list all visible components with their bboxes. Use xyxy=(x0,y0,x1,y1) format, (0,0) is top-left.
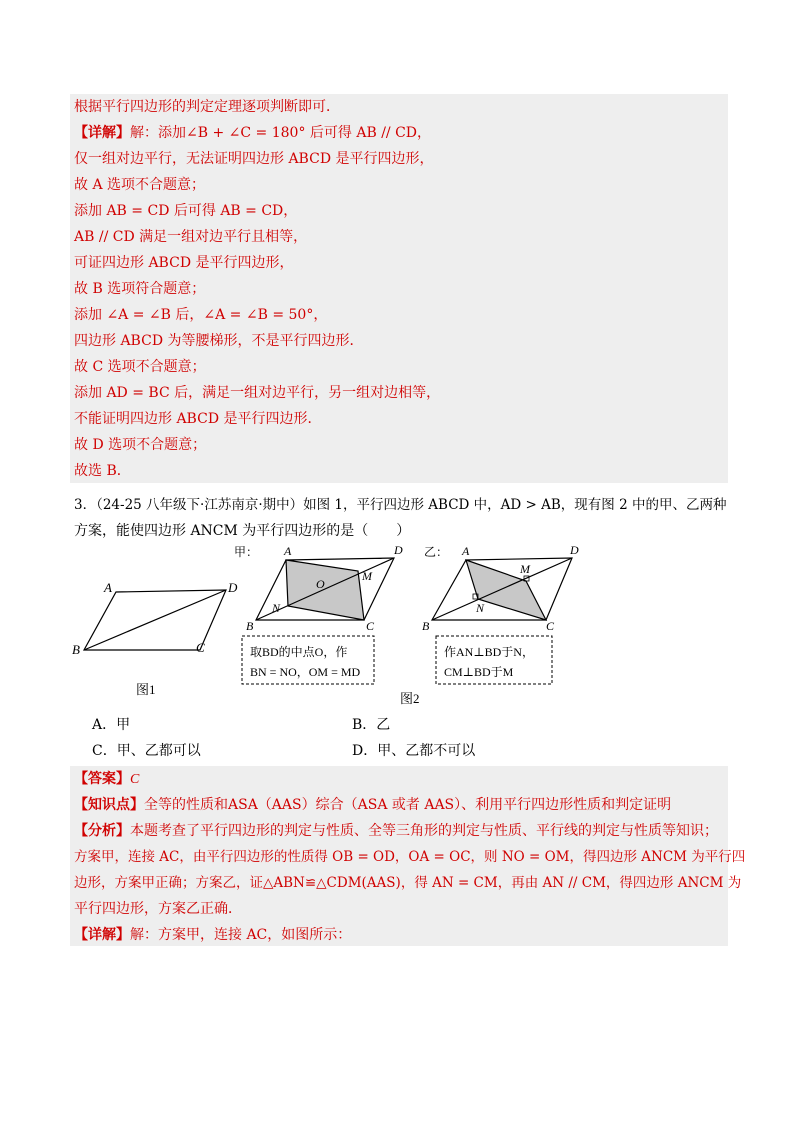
text-line: 不能证明四边形 ABCD 是平行四边形． xyxy=(74,411,322,427)
analysis-line-2: 方案甲，连接 AC，由平行四边形的性质得 OB = OD，OA = OC，则 NO = OM，得四边形 ANCM 为平行四 xyxy=(74,849,746,865)
yi-box-line-1: 作AN⊥BD于N， xyxy=(444,645,534,659)
jia-label-C: C xyxy=(366,619,375,633)
detail-text-2: 解：方案甲，连接 AC，如图所示： xyxy=(130,927,352,943)
yi-label-D: D xyxy=(570,543,579,557)
yi-label: 乙： xyxy=(424,545,449,559)
jia-label-N: N xyxy=(272,601,281,615)
text-line: 故 A 选项不合题意； xyxy=(74,177,206,193)
analysis-tag: 【分析】 xyxy=(74,823,130,839)
fig1-label-D: D xyxy=(228,580,238,595)
answer-value: C xyxy=(130,772,140,787)
fig1-label-A: A xyxy=(104,580,112,595)
jia-label-D: D xyxy=(394,543,403,557)
fig1-label-B: B xyxy=(72,642,80,657)
text-line: 故选 B． xyxy=(74,463,131,479)
detail-line xyxy=(74,124,431,142)
answer-line xyxy=(74,770,139,789)
text-line: AB // CD 满足一组对边平行且相等， xyxy=(74,229,308,245)
text-line: 四边形 ABCD 为等腰梯形，不是平行四边形． xyxy=(74,333,364,349)
jia-label-A: A xyxy=(284,544,292,558)
detail-text: 解：添加∠B + ∠C = 180° 后可得 AB // CD， xyxy=(130,125,432,141)
text-line: 添加 AB = CD 后可得 AB = CD， xyxy=(74,203,298,219)
jia-label-M: M xyxy=(362,569,372,583)
detail-line-2 xyxy=(74,926,351,944)
option-c: C．甲、乙都可以 xyxy=(92,743,201,759)
text-line: 故 B 选项符合题意； xyxy=(74,281,206,297)
analysis-text: 本题考查了平行四边形的判定与性质、全等三角形的判定与性质、平行线的判定与性质等知识； xyxy=(130,823,718,839)
jia-label: 甲： xyxy=(234,545,259,559)
option-a: A．甲 xyxy=(92,717,131,733)
text-line: 根据平行四边形的判定定理逐项判断即可． xyxy=(74,99,340,115)
option-b: B．乙 xyxy=(352,717,391,733)
question-line-2: 方案，能使四边形 ANCM 为平行四边形的是（ ） xyxy=(74,523,411,539)
detail-tag: 【详解】 xyxy=(74,125,130,141)
jia-box-line-2: BN = NO，OM = MD xyxy=(250,665,361,679)
jia-label-B: B xyxy=(246,619,254,633)
detail-tag-2: 【详解】 xyxy=(74,927,130,943)
figure-2-jia xyxy=(232,540,422,710)
answer-tag: 【答案】 xyxy=(74,771,130,787)
fig1-label-C: C xyxy=(196,640,205,655)
yi-box-line-2: CM⊥BD于M xyxy=(444,665,514,679)
figure-1-parallelogram xyxy=(70,570,240,700)
knowledge-line xyxy=(74,796,671,814)
yi-label-A: A xyxy=(462,544,470,558)
text-line: 可证四边形 ABCD 是平行四边形， xyxy=(74,255,294,271)
jia-box-line-1: 取BD的中点O，作 xyxy=(250,645,348,659)
text-line: 添加 AD = BC 后，满足一组对边平行，另一组对边相等， xyxy=(74,385,441,401)
fig2-caption: 图2 xyxy=(400,691,420,706)
figure-2-yi xyxy=(422,540,602,690)
yi-label-N: N xyxy=(476,601,485,615)
analysis-line-3: 边形，方案甲正确；方案乙，证△ABN≌△CDM(AAS)，得 AN = CM，再由 AN // CM，得四边形 ANCM 为 xyxy=(74,875,742,891)
text-line: 仅一组对边平行，无法证明四边形 ABCD 是平行四边形， xyxy=(74,151,434,167)
text-line: 故 D 选项不合题意； xyxy=(74,437,207,453)
jia-label-O: O xyxy=(316,577,325,591)
fig1-caption: 图1 xyxy=(136,682,156,697)
yi-label-M: M xyxy=(520,562,530,576)
text-line: 故 C 选项不合题意； xyxy=(74,359,206,375)
yi-label-C: C xyxy=(546,619,555,633)
knowledge-text: 全等的性质和ASA（AAS）综合（ASA 或者 AAS）、利用平行四边形性质和判定证明 xyxy=(144,797,672,813)
yi-label-B: B xyxy=(422,619,430,633)
option-d: D．甲、乙都不可以 xyxy=(352,743,476,759)
analysis-line-1 xyxy=(74,822,718,840)
question-line-1: 3．（24-25 八年级下·江苏南京·期中）如图 1，平行四边形 ABCD 中，AD > AB，现有图 2 中的甲、乙两种 xyxy=(74,497,727,513)
text-line: 添加 ∠A = ∠B 后，∠A = ∠B = 50°， xyxy=(74,307,328,323)
analysis-line-4: 平行四边形，方案乙正确． xyxy=(74,901,242,917)
knowledge-tag: 【知识点】 xyxy=(74,797,144,813)
